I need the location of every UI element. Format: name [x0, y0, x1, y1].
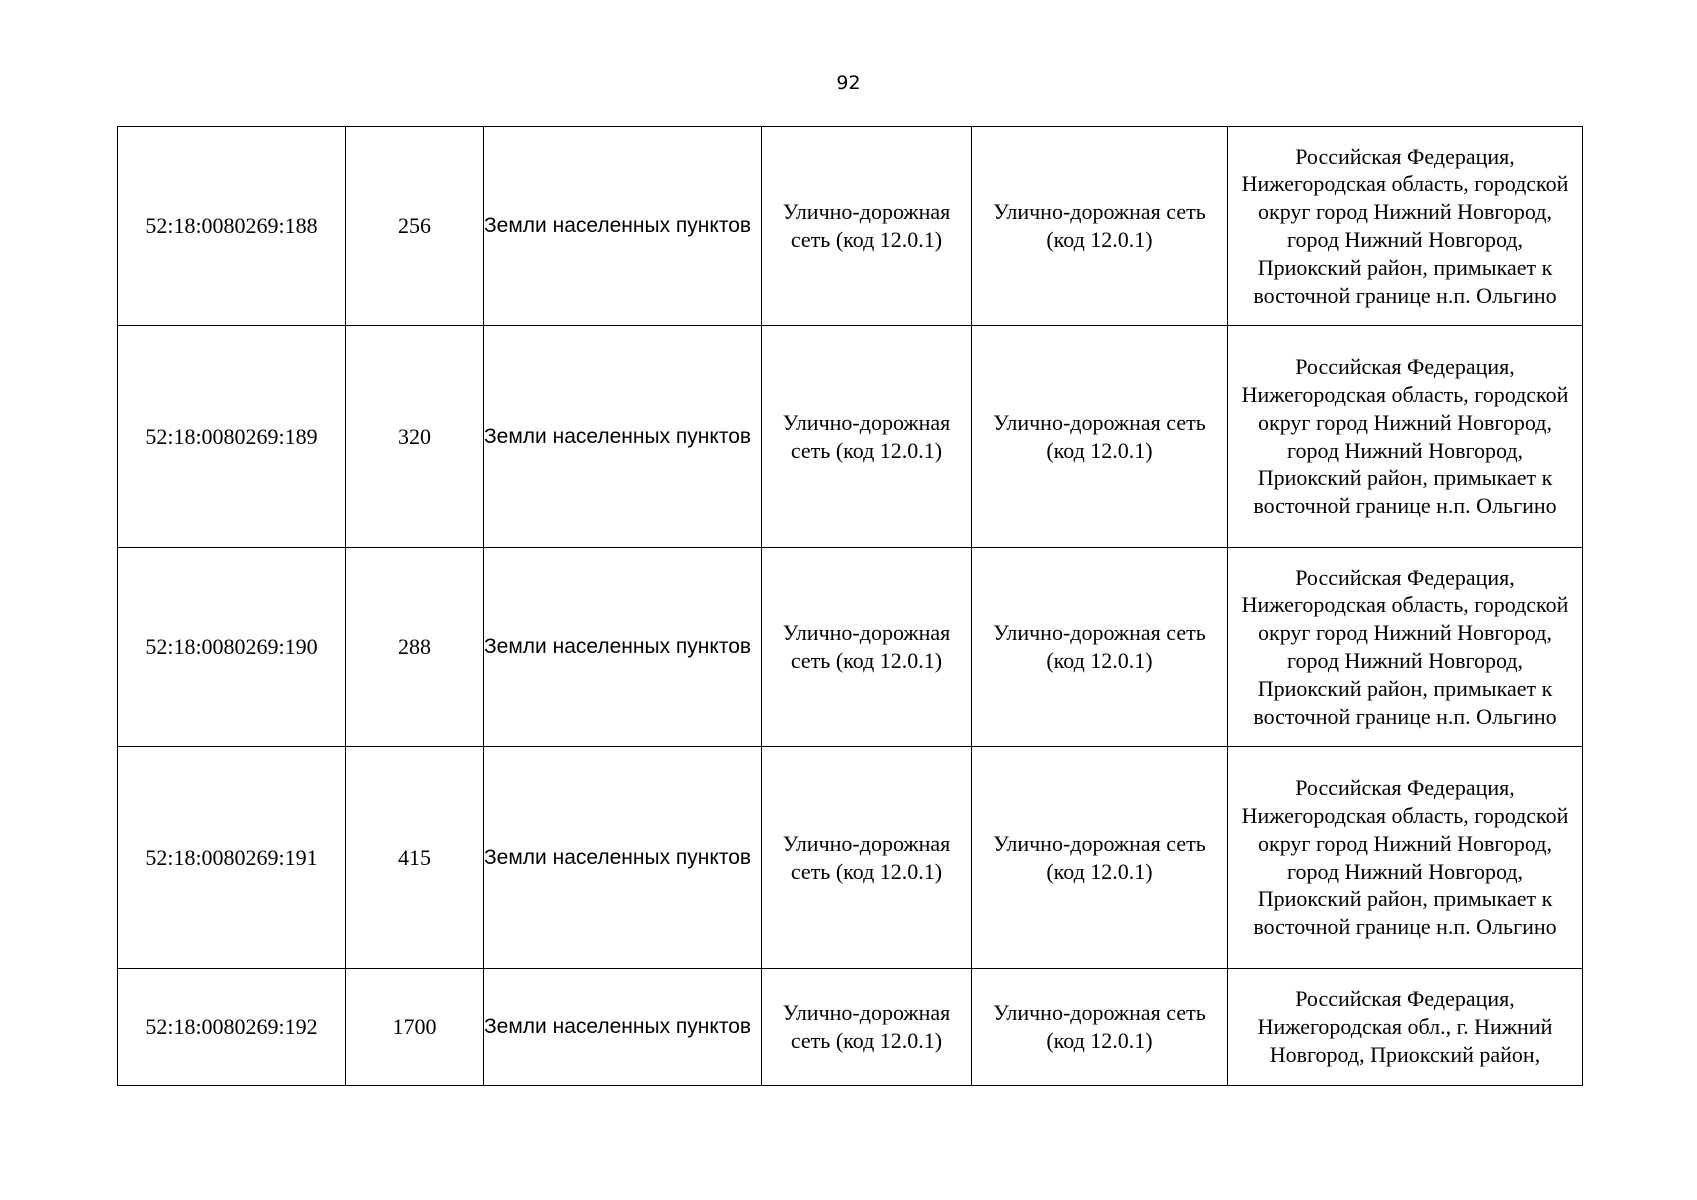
cadastral-number-cell: 52:18:0080269:190	[118, 548, 346, 747]
area-cell: 320	[346, 326, 484, 548]
area-cell: 256	[346, 127, 484, 326]
land-plots-table	[117, 126, 1583, 1086]
permitted-use-cell: Улично-дорожная сеть (код 12.0.1)	[762, 747, 972, 969]
cadastral-number-cell: 52:18:0080269:191	[118, 747, 346, 969]
address-cell: Российская Федерация, Нижегородская область, городской округ город Нижний Новгород, город Нижний Новгород, Приокский район, примыкает к восточной границе н.п. Ольгино	[1228, 548, 1583, 747]
area-cell: 415	[346, 747, 484, 969]
permitted-use-cell: Улично-дорожная сеть (код 12.0.1)	[972, 127, 1228, 326]
cadastral-number-cell: 52:18:0080269:189	[118, 326, 346, 548]
address-cell: Российская Федерация, Нижегородская область, городской округ город Нижний Новгород, город Нижний Новгород, Приокский район, примыкает к восточной границе н.п. Ольгино	[1228, 747, 1583, 969]
land-category-cell: Земли населенных пунктов	[484, 127, 762, 326]
area-cell: 288	[346, 548, 484, 747]
address-cell: Российская Федерация, Нижегородская обл., г. Нижний Новгород, Приокский район,	[1228, 969, 1583, 1086]
permitted-use-cell: Улично-дорожная сеть (код 12.0.1)	[762, 969, 972, 1086]
table-row	[118, 127, 1583, 326]
permitted-use-cell: Улично-дорожная сеть (код 12.0.1)	[972, 747, 1228, 969]
cadastral-number-cell: 52:18:0080269:192	[118, 969, 346, 1086]
land-category-cell: Земли населенных пунктов	[484, 969, 762, 1086]
permitted-use-cell: Улично-дорожная сеть (код 12.0.1)	[972, 326, 1228, 548]
land-category-cell: Земли населенных пунктов	[484, 326, 762, 548]
permitted-use-cell: Улично-дорожная сеть (код 12.0.1)	[972, 548, 1228, 747]
permitted-use-cell: Улично-дорожная сеть (код 12.0.1)	[972, 969, 1228, 1086]
land-category-cell: Земли населенных пунктов	[484, 747, 762, 969]
table-row	[118, 969, 1583, 1086]
permitted-use-cell: Улично-дорожная сеть (код 12.0.1)	[762, 548, 972, 747]
permitted-use-cell: Улично-дорожная сеть (код 12.0.1)	[762, 127, 972, 326]
cadastral-number-cell: 52:18:0080269:188	[118, 127, 346, 326]
table-row	[118, 747, 1583, 969]
address-cell: Российская Федерация, Нижегородская область, городской округ город Нижний Новгород, город Нижний Новгород, Приокский район, примыкает к восточной границе н.п. Ольгино	[1228, 127, 1583, 326]
permitted-use-cell: Улично-дорожная сеть (код 12.0.1)	[762, 326, 972, 548]
address-cell: Российская Федерация, Нижегородская область, городской округ город Нижний Новгород, город Нижний Новгород, Приокский район, примыкает к восточной границе н.п. Ольгино	[1228, 326, 1583, 548]
table-row	[118, 326, 1583, 548]
area-cell: 1700	[346, 969, 484, 1086]
land-category-cell: Земли населенных пунктов	[484, 548, 762, 747]
table-row	[118, 548, 1583, 747]
page-number: 92	[836, 72, 861, 94]
